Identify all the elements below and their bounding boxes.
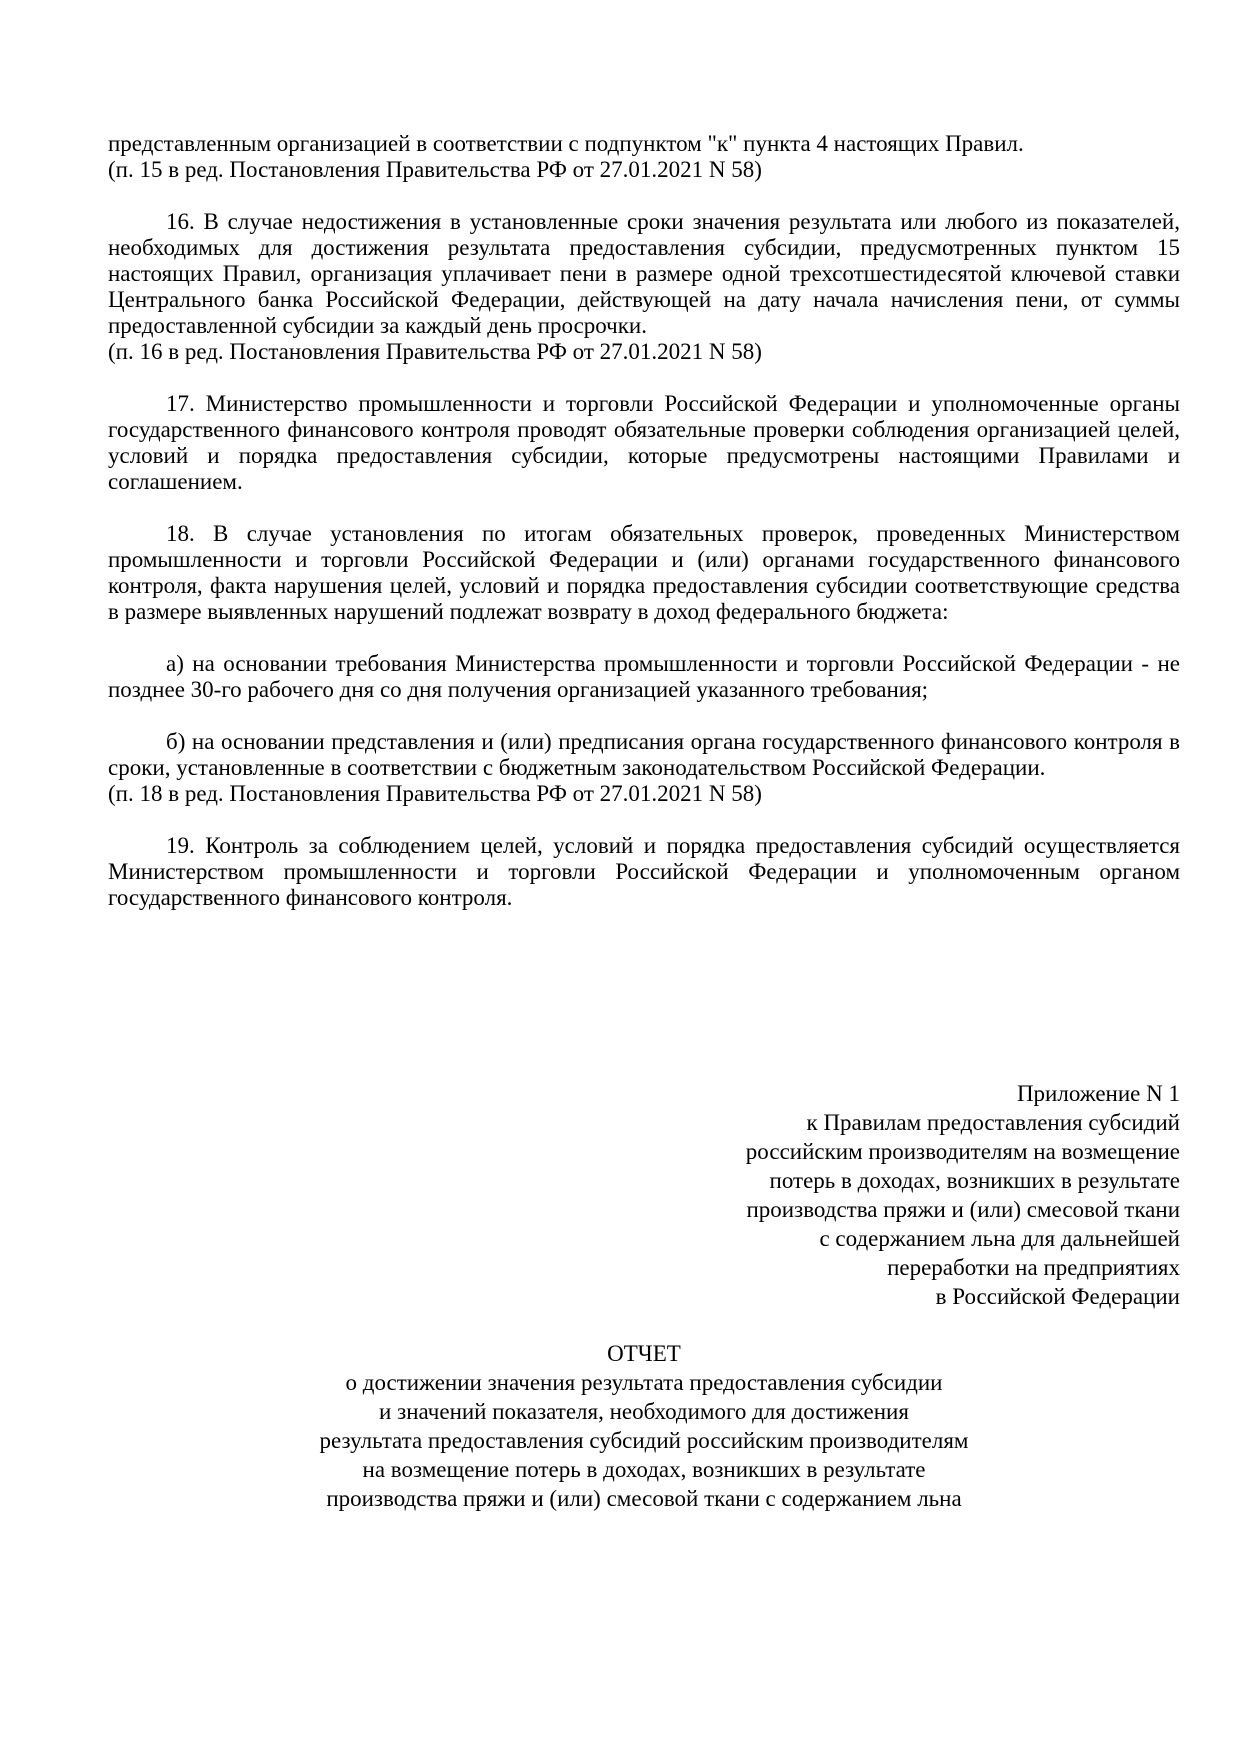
appendix-header-block xyxy=(108,1079,1180,1311)
appendix-line: с содержанием льна для дальнейшей xyxy=(819,1226,1180,1251)
paragraph-17: 17. Министерство промышленности и торговли Российской Федерации и уполномоченные органы государственного финансового контроля проводят обязательные проверки соблюдения организацией целей, условий и порядка предоставления субсидии, которые предусмотрены настоящими Правилами и соглашением. xyxy=(108,391,1180,494)
paragraph-18-subitem-a: а) на основании требования Министерства промышленности и торговли Российской Федерации - не позднее 30-го рабочего дня со дня получения организацией указанного требования; xyxy=(108,651,1180,702)
edit-note-p18: (п. 18 в ред. Постановления Правительства РФ от 27.01.2021 N 58) xyxy=(108,781,762,806)
report-title-line: результата предоставления субсидий российским производителям xyxy=(319,1428,969,1453)
appendix-line: российским производителям на возмещение xyxy=(745,1139,1180,1164)
report-title: ОТЧЕТ xyxy=(607,1341,681,1366)
appendix-line: потерь в доходах, возникших в результате xyxy=(769,1168,1180,1193)
edit-note-p16: (п. 16 в ред. Постановления Правительства РФ от 27.01.2021 N 58) xyxy=(108,339,762,364)
appendix-line: к Правилам предоставления субсидий xyxy=(806,1110,1180,1135)
paragraph-18-subitem-b: б) на основании представления и (или) предписания органа государственного финансового контроля в сроки, установленные в соответствии с бюджетным законодательством Российской Федерации. xyxy=(108,729,1180,780)
edit-note-p15: (п. 15 в ред. Постановления Правительства РФ от 27.01.2021 N 58) xyxy=(108,157,762,182)
report-title-line: и значений показателя, необходимого для достижения xyxy=(379,1399,909,1424)
paragraph-18: 18. В случае установления по итогам обязательных проверок, проведенных Министерством промышленности и торговли Российской Федерации и (или) органами государственного финансового контроля, факта нарушения целей, условий и порядка предоставления субсидии соответствующие средства в размере выявленных нарушений подлежат возврату в доход федерального бюджета: xyxy=(108,521,1180,624)
appendix-line: производства пряжи и (или) смесовой ткани xyxy=(746,1197,1180,1222)
paragraph-19: 19. Контроль за соблюдением целей, условий и порядка предоставления субсидий осуществляется Министерством промышленности и торговли Российской Федерации и уполномоченным органом государственного финансового контроля. xyxy=(108,833,1180,910)
appendix-line: переработки на предприятиях xyxy=(887,1255,1180,1280)
report-title-block xyxy=(108,1339,1180,1513)
report-title-line: о достижении значения результата предоставления субсидии xyxy=(345,1370,943,1395)
report-title-line: производства пряжи и (или) смесовой ткани с содержанием льна xyxy=(326,1486,962,1511)
appendix-line: в Российской Федерации xyxy=(935,1284,1180,1309)
paragraph-16: 16. В случае недостижения в установленные сроки значения результата или любого из показателей, необходимых для достижения результата предоставления субсидии, предусмотренных пунктом 15 настоящих Правил, организация уплачивает пени в размере одной трехсотшестидесятой ключевой ставки Центрального банка Российской Федерации, действующей на дату начала начисления пени, от суммы предоставленной субсидии за каждый день просрочки. xyxy=(108,209,1180,338)
appendix-line: Приложение N 1 xyxy=(1016,1081,1180,1106)
paragraph-15-continuation: представленным организацией в соответствии с подпунктом "к" пункта 4 настоящих Правил. xyxy=(108,131,1024,156)
report-title-line: на возмещение потерь в доходах, возникших в результате xyxy=(362,1457,926,1482)
